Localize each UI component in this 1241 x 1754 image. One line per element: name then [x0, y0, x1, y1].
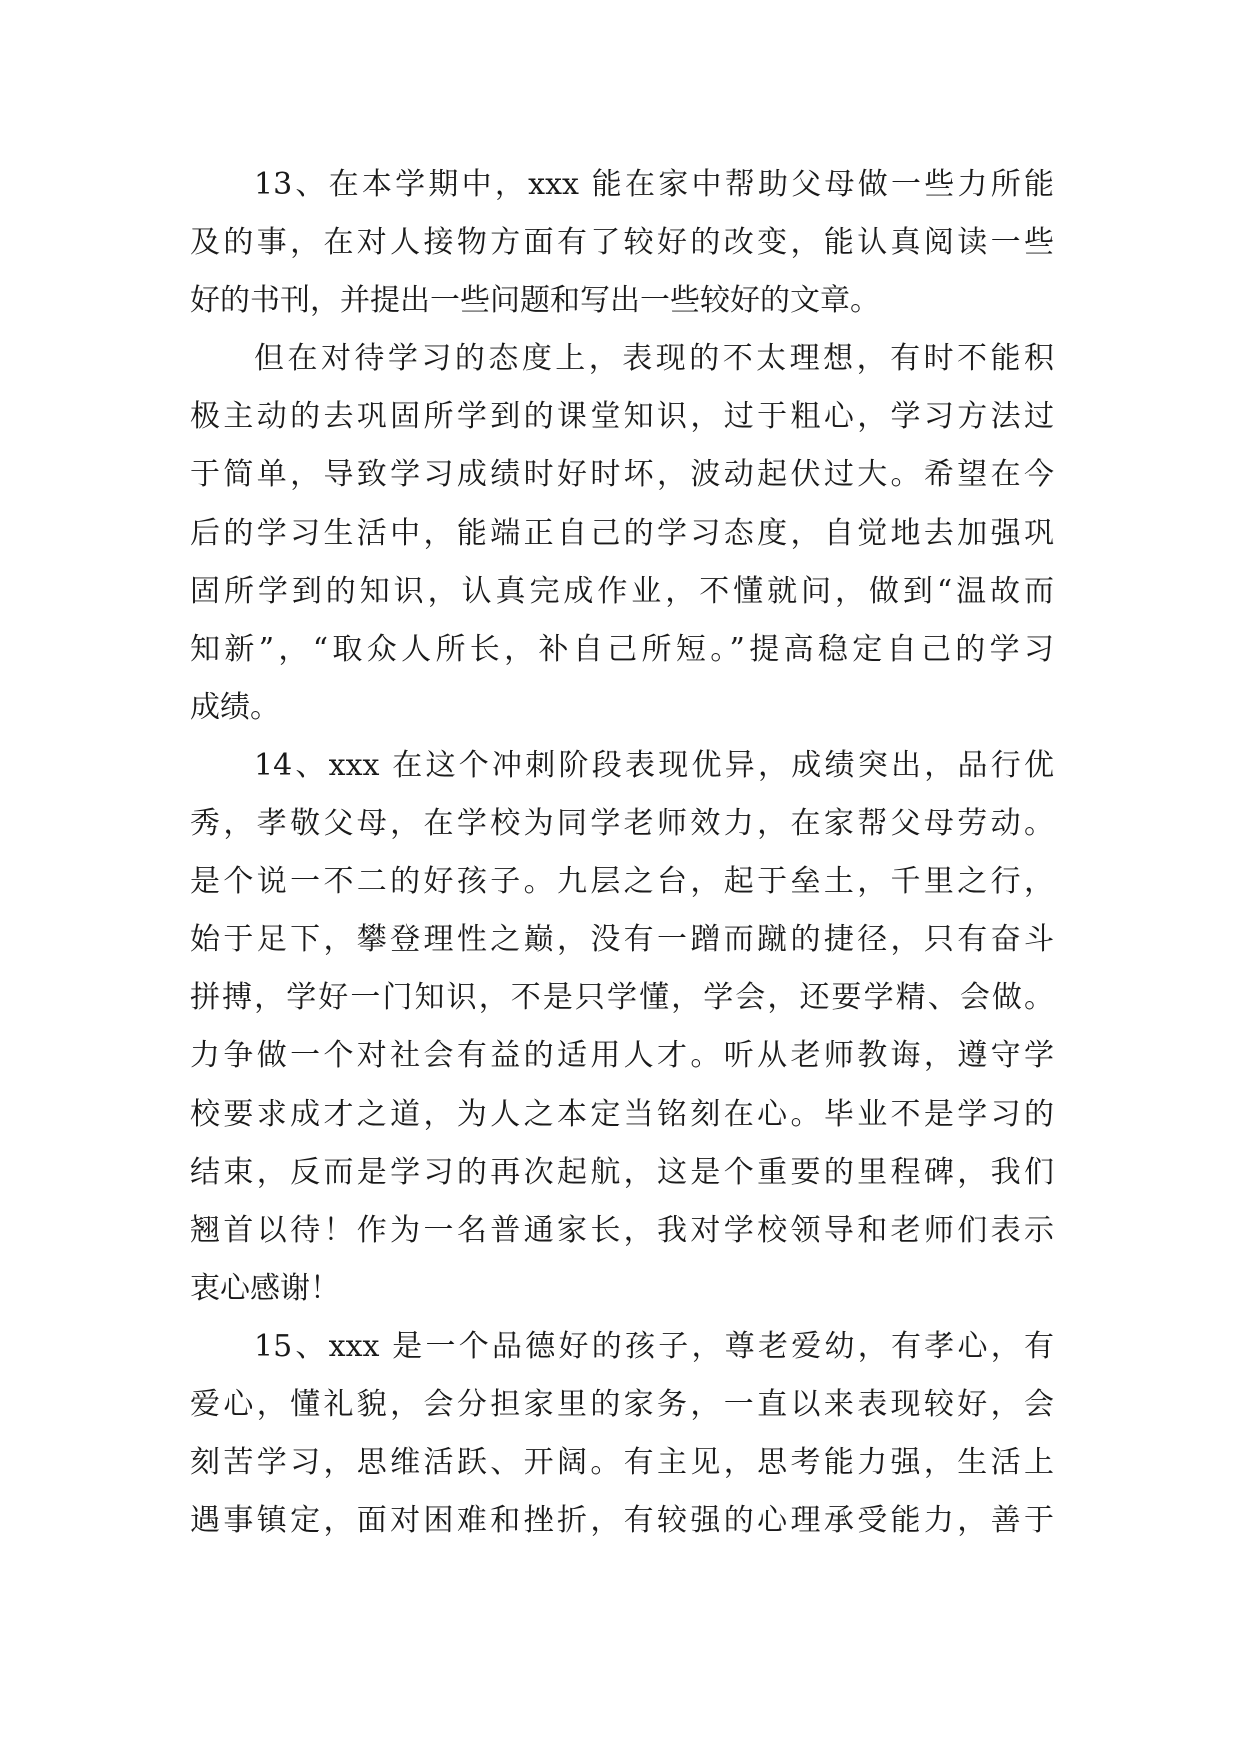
paragraph-2-line-6: 知新”，“取众人所长，补自己所短。”提高稳定自己的学习	[190, 631, 1054, 667]
paragraph-1-line-1: 13、在本学期中，xxx 能在家中帮助父母做一些力所能	[254, 167, 1054, 202]
paragraph-2-line-5: 固所学到的知识，认真完成作业，不懂就问，做到“温故而	[190, 573, 1054, 609]
paragraph-2-line-1: 但在对待学习的态度上，表现的不太理想，有时不能积	[254, 341, 1054, 377]
paragraph-2-line-4: 后的学习生活中，能端正自己的学习态度，自觉地去加强巩	[190, 515, 1054, 551]
paragraph-2-line-7: 成绩。	[190, 689, 280, 725]
paragraph-4-line-3: 刻苦学习，思维活跃、开阔。有主见，思考能力强，生活上	[190, 1445, 1054, 1481]
paragraph-2-line-3: 于简单，导致学习成绩时好时坏，波动起伏过大。希望在今	[190, 457, 1054, 493]
paragraph-3-line-9: 翘首以待！作为一名普通家长，我对学校领导和老师们表示	[190, 1212, 1054, 1248]
paragraph-3-line-5: 拼搏，学好一门知识，不是只学懂，学会，还要学精、会做。	[190, 980, 1054, 1016]
paragraph-1-line-2: 及的事，在对人接物方面有了较好的改变，能认真阅读一些	[190, 225, 1054, 261]
paragraph-4-line-1: 15、xxx 是一个品德好的孩子，尊老爱幼，有孝心，有	[254, 1328, 1054, 1364]
paragraph-3-line-3: 是个说一不二的好孩子。九层之台，起于垒土，千里之行，	[190, 864, 1054, 900]
paragraph-1-line-3: 好的书刊，并提出一些问题和写出一些较好的文章。	[190, 283, 880, 319]
paragraph-3-line-6: 力争做一个对社会有益的适用人才。听从老师教诲，遵守学	[190, 1038, 1054, 1074]
paragraph-3-line-1: 14、xxx 在这个冲刺阶段表现优异，成绩突出，品行优	[254, 747, 1054, 783]
paragraph-3-line-2: 秀，孝敬父母，在学校为同学老师效力，在家帮父母劳动。	[190, 806, 1054, 842]
paragraph-3-line-10: 衷心感谢！	[190, 1270, 340, 1306]
paragraph-3-line-7: 校要求成才之道，为人之本定当铭刻在心。毕业不是学习的	[190, 1096, 1054, 1132]
paragraph-3-line-8: 结束，反而是学习的再次起航，这是个重要的里程碑，我们	[190, 1154, 1054, 1190]
paragraph-2-line-2: 极主动的去巩固所学到的课堂知识，过于粗心，学习方法过	[190, 399, 1054, 435]
paragraph-3-line-4: 始于足下，攀登理性之巅，没有一蹭而蹴的捷径，只有奋斗	[190, 922, 1054, 958]
document-body	[190, 156, 1054, 1550]
paragraph-4-line-4: 遇事镇定，面对困难和挫折，有较强的心理承受能力，善于	[190, 1503, 1054, 1539]
paragraph-4-line-2: 爱心，懂礼貌，会分担家里的家务，一直以来表现较好，会	[190, 1386, 1054, 1422]
